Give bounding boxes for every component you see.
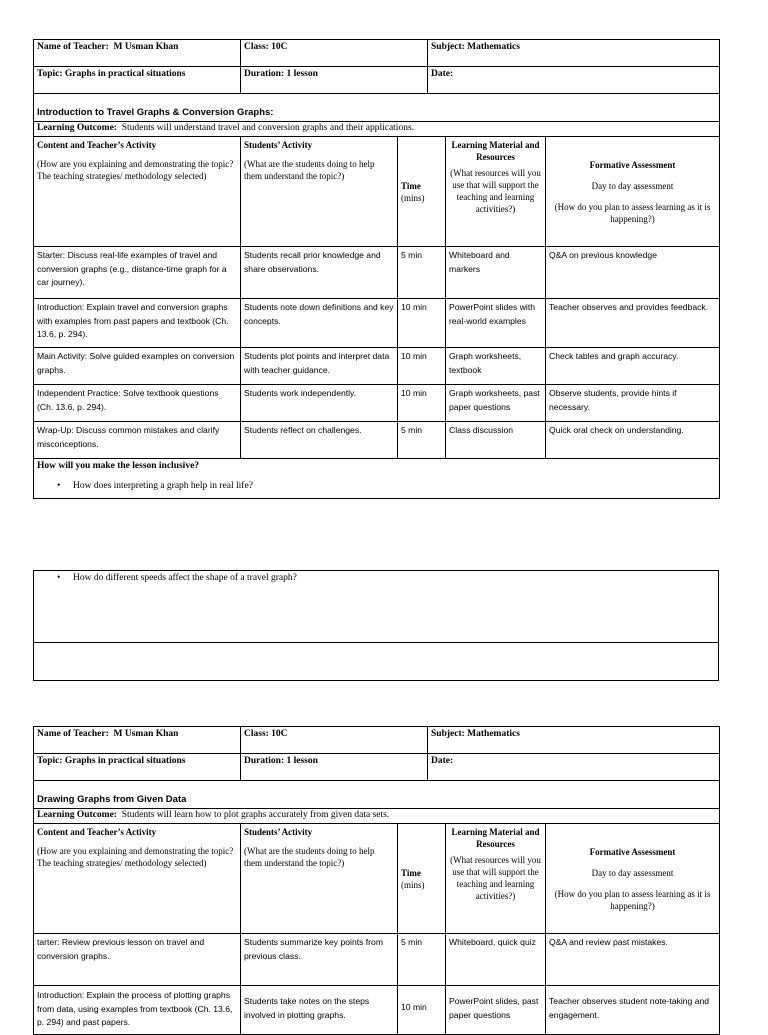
col-head-assessment [546, 137, 720, 247]
lesson-plan-table [33, 39, 720, 499]
students-title: Students’ Activity [244, 140, 313, 150]
material-cell: PowerPoint slides with real-world examples [446, 299, 546, 348]
time-title: Time [401, 180, 421, 191]
date-cell: Date: [428, 754, 720, 781]
students-cell: Students take notes on the steps involved in plotting graphs. [241, 986, 398, 1035]
content-sub: (How are you explaining and demonstrating the topic? The teaching strategies/ methodology selected) [37, 846, 234, 868]
assess-sub-1: Day to day assessment [591, 180, 674, 191]
students-cell: Students plot points and interpret data with teacher guidance. [241, 348, 398, 385]
bullet-item: • How do different speeds affect the shape of a travel graph? [57, 573, 297, 583]
table-row [34, 247, 720, 299]
inclusive-label: How will you make the lesson inclusive? [37, 461, 200, 471]
content-cell: Main Activity: Solve guided examples on conversion graphs. [34, 348, 241, 385]
content-cell: Starter: Discuss real-life examples of travel and conversion graphs (e.g., distance-time graph for a car journey). [34, 247, 241, 299]
col-head-assessment [546, 824, 720, 934]
time-cell: 5 min [398, 422, 446, 459]
outcome-label: Learning Outcome: [37, 810, 117, 820]
empty-cell [34, 643, 719, 681]
material-sub: (What resources will you use that will support the teaching and learning activities?) [450, 168, 541, 214]
duration-cell: Duration: 1 lesson [241, 67, 428, 94]
material-cell: Whiteboard, quick quiz [446, 934, 546, 986]
time-sub: (mins) [401, 879, 425, 890]
table-row [34, 986, 720, 1035]
col-head-material [446, 137, 546, 247]
time-cell: 5 min [398, 934, 446, 986]
material-title: Learning Material and Resources [451, 827, 540, 849]
outcome-text: Students will learn how to plot graphs accurately from given data sets. [121, 810, 390, 820]
table-row [34, 299, 720, 348]
students-cell: Students work independently. [241, 385, 398, 422]
students-title: Students’ Activity [244, 827, 313, 837]
assess-title: Formative Assessment [589, 846, 676, 857]
col-head-time [398, 824, 446, 934]
learning-outcome [34, 809, 720, 824]
col-head-time [398, 137, 446, 247]
content-title: Content and Teacher’s Activity [37, 827, 157, 837]
material-cell: Class discussion [446, 422, 546, 459]
teacher-cell [34, 40, 241, 67]
content-cell: Introduction: Explain travel and conversion graphs with examples from past papers and textbook (Ch. 13.6, p. 294). [34, 299, 241, 348]
assess-cell: Quick oral check on understanding. [546, 422, 720, 459]
inclusive-cell [34, 459, 720, 499]
time-cell: 10 min [398, 385, 446, 422]
continuation-cell [34, 571, 719, 643]
lesson-plan-table [33, 726, 720, 1035]
material-sub: (What resources will you use that will support the teaching and learning activities?) [450, 855, 541, 901]
col-head-students [241, 824, 398, 934]
material-cell: PowerPoint slides, past paper questions [446, 986, 546, 1035]
section-title: Introduction to Travel Graphs & Conversion Graphs: [34, 94, 720, 122]
section-title: Drawing Graphs from Given Data [34, 781, 720, 809]
inclusive-continuation [33, 570, 719, 681]
assess-sub-2: (How do you plan to assess learning as it is happening?) [554, 888, 711, 911]
assess-cell: Observe students, provide hints if necessary. [546, 385, 720, 422]
bullet-item: • How does interpreting a graph help in real life? [57, 481, 253, 491]
class-cell: Class: 10C [241, 40, 428, 67]
topic-cell: Topic: Graphs in practical situations [34, 754, 241, 781]
bullet-text: How does interpreting a graph help in real life? [73, 481, 253, 491]
time-cell: 10 min [398, 348, 446, 385]
content-cell: Wrap-Up: Discuss common mistakes and clarify misconceptions. [34, 422, 241, 459]
assess-sub-1: Day to day assessment [591, 867, 674, 878]
table-row [34, 934, 720, 986]
outcome-text: Students will understand travel and conversion graphs and their applications. [121, 123, 415, 133]
table-row [34, 422, 720, 459]
col-head-content [34, 137, 241, 247]
assess-cell: Q&A on previous knowledge [546, 247, 720, 299]
lesson-plan-2 [33, 726, 719, 1035]
material-cell: Whiteboard and markers [446, 247, 546, 299]
students-cell: Students reflect on challenges. [241, 422, 398, 459]
time-cell: 10 min [398, 986, 446, 1035]
time-sub: (mins) [401, 192, 425, 203]
assess-title: Formative Assessment [589, 159, 676, 170]
teacher-name: M Usman Khan [113, 729, 179, 739]
time-title: Time [401, 867, 421, 878]
students-sub: (What are the students doing to help them understand the topic?) [244, 846, 375, 868]
bullet-text: How do different speeds affect the shape of a travel graph? [73, 573, 297, 583]
content-cell: tarter: Review previous lesson on travel and conversion graphs. [34, 934, 241, 986]
teacher-cell [34, 727, 241, 754]
class-cell: Class: 10C [241, 727, 428, 754]
students-cell: Students note down definitions and key concepts. [241, 299, 398, 348]
assess-sub-2: (How do you plan to assess learning as it is happening?) [554, 201, 711, 224]
material-cell: Graph worksheets, past paper questions [446, 385, 546, 422]
learning-outcome [34, 122, 720, 137]
students-cell: Students recall prior knowledge and share observations. [241, 247, 398, 299]
subject-cell: Subject: Mathematics [428, 40, 720, 67]
date-cell: Date: [428, 67, 720, 94]
subject-cell: Subject: Mathematics [428, 727, 720, 754]
students-cell: Students summarize key points from previous class. [241, 934, 398, 986]
content-cell: Introduction: Explain the process of plotting graphs from data, using examples from textbook (Ch. 13.6, p. 294) and past papers. [34, 986, 241, 1035]
material-cell: Graph worksheets, textbook [446, 348, 546, 385]
teacher-label: Name of Teacher: [37, 42, 109, 52]
topic-cell: Topic: Graphs in practical situations [34, 67, 241, 94]
content-cell: Independent Practice: Solve textbook questions (Ch. 13.6, p. 294). [34, 385, 241, 422]
col-head-content [34, 824, 241, 934]
col-head-students [241, 137, 398, 247]
table-row [34, 348, 720, 385]
teacher-label: Name of Teacher: [37, 729, 109, 739]
assess-cell: Teacher observes and provides feedback. [546, 299, 720, 348]
table-row [34, 385, 720, 422]
duration-cell: Duration: 1 lesson [241, 754, 428, 781]
content-sub: (How are you explaining and demonstrating the topic? The teaching strategies/ methodology selected) [37, 159, 234, 181]
lesson-plan-1 [33, 39, 719, 499]
material-title: Learning Material and Resources [451, 140, 540, 162]
continuation-table [33, 570, 719, 681]
content-title: Content and Teacher’s Activity [37, 140, 157, 150]
col-head-material [446, 824, 546, 934]
assess-cell: Q&A and review past mistakes. [546, 934, 720, 986]
time-cell: 5 min [398, 247, 446, 299]
time-cell: 10 min [398, 299, 446, 348]
students-sub: (What are the students doing to help them understand the topic?) [244, 159, 375, 181]
assess-cell: Check tables and graph accuracy. [546, 348, 720, 385]
teacher-name: M Usman Khan [113, 42, 179, 52]
outcome-label: Learning Outcome: [37, 123, 117, 133]
assess-cell: Teacher observes student note-taking and engagement. [546, 986, 720, 1035]
